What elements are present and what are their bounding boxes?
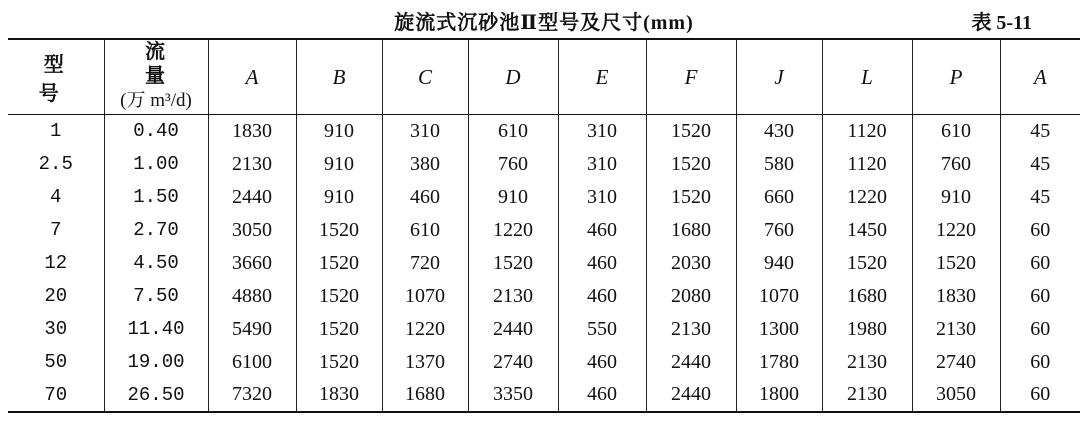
cell-model: 4 [50,186,62,208]
cell-D: 2740 [468,346,558,379]
cell-flow: 4.50 [104,247,208,280]
cell-P: 3050 [912,379,1000,412]
cell-A: 4880 [208,280,296,313]
cell-A-angle: 60 [1000,379,1080,412]
header-D: D [468,39,558,115]
cell-E: 310 [558,181,646,214]
cell-E: 460 [558,379,646,412]
table-caption [0,6,1088,32]
cell-B: 910 [296,115,382,148]
cell-model: 50 [44,351,68,373]
cell-D: 910 [468,181,558,214]
cell-E: 550 [558,313,646,346]
header-F: F [646,39,736,115]
cell-B: 1520 [296,346,382,379]
header-flow-unit: (万 m³/d) [120,90,192,111]
table-row [8,313,1080,346]
cell-model: 30 [44,318,68,340]
cell-B: 910 [296,181,382,214]
table-row [8,214,1080,247]
cell-D: 760 [468,148,558,181]
cell-J: 1800 [736,379,822,412]
cell-E: 460 [558,346,646,379]
cell-model: 70 [8,379,104,412]
cell-F: 2030 [646,247,736,280]
cell-C: 1370 [382,346,468,379]
cell-A-angle: 60 [1000,280,1080,313]
table-row [8,379,1080,412]
cell-A: 5490 [208,313,296,346]
header-E: E [558,39,646,115]
cell-L: 1220 [822,181,912,214]
cell-flow: 0.40 [104,115,208,148]
cell-A: 3050 [208,214,296,247]
cell-P: 910 [912,181,1000,214]
cell-L: 1980 [822,313,912,346]
cell-J: 760 [736,214,822,247]
table-row [8,247,1080,280]
header-L: L [822,39,912,115]
cell-flow: 11.40 [104,313,208,346]
cell-model: 20 [44,285,68,307]
cell-L: 1680 [822,280,912,313]
cell-D: 2440 [468,313,558,346]
cell-C: 380 [382,148,468,181]
cell-C: 1220 [382,313,468,346]
cell-A-angle: 60 [1000,346,1080,379]
header-row [8,39,1080,115]
cell-A: 1830 [208,115,296,148]
cell-B: 1830 [296,379,382,412]
header-A: A [208,39,296,115]
cell-A: 3660 [208,247,296,280]
dimension-table [8,38,1080,413]
cell-E: 460 [558,247,646,280]
cell-flow: 1.00 [104,148,208,181]
cell-D: 610 [468,115,558,148]
cell-B: 1520 [296,247,382,280]
cell-F: 2130 [646,313,736,346]
table-number: 表 5-11 [971,12,1032,34]
cell-P: 760 [912,148,1000,181]
table-row [8,148,1080,181]
cell-A: 2440 [208,181,296,214]
cell-F: 1520 [646,181,736,214]
cell-P: 1830 [912,280,1000,313]
cell-A-angle: 60 [1000,247,1080,280]
cell-model: 7 [50,219,62,241]
table-row [8,181,1080,214]
cell-A-angle: 45 [1000,181,1080,214]
cell-flow: 2.70 [104,214,208,247]
table-body [8,115,1080,412]
cell-E: 460 [558,214,646,247]
cell-C: 1680 [382,379,468,412]
cell-flow: 26.50 [104,379,208,412]
cell-F: 2440 [646,379,736,412]
cell-C: 1070 [382,280,468,313]
cell-C: 460 [382,181,468,214]
cell-flow: 7.50 [104,280,208,313]
cell-D: 1520 [468,247,558,280]
cell-L: 1520 [822,247,912,280]
table-row [8,346,1080,379]
cell-model: 2.5 [38,153,73,175]
cell-A-angle: 60 [1000,313,1080,346]
cell-E: 460 [558,280,646,313]
header-P: P [912,39,1000,115]
cell-F: 1520 [646,148,736,181]
cell-J: 1070 [736,280,822,313]
cell-C: 310 [382,115,468,148]
cell-F: 1520 [646,115,736,148]
cell-C: 720 [382,247,468,280]
cell-J: 580 [736,148,822,181]
header-C: C [382,39,468,115]
cell-F: 1680 [646,214,736,247]
cell-J: 430 [736,115,822,148]
header-B: B [296,39,382,115]
cell-A: 2130 [208,148,296,181]
cell-P: 1520 [912,247,1000,280]
cell-P: 2740 [912,346,1000,379]
cell-E: 310 [558,115,646,148]
header-flow [104,39,208,115]
cell-L: 1450 [822,214,912,247]
cell-A-angle: 45 [1000,148,1080,181]
cell-J: 940 [736,247,822,280]
cell-P: 2130 [912,313,1000,346]
cell-L: 1120 [822,148,912,181]
cell-J: 1780 [736,346,822,379]
cell-P: 610 [912,115,1000,148]
header-model: 型 号 [8,39,104,115]
cell-A: 7320 [208,379,296,412]
table-row [8,280,1080,313]
cell-D: 1220 [468,214,558,247]
cell-A-angle: 45 [1000,115,1080,148]
header-J: J [736,39,822,115]
cell-B: 1520 [296,280,382,313]
cell-L: 2130 [822,379,912,412]
cell-B: 910 [296,148,382,181]
cell-L: 2130 [822,346,912,379]
cell-A: 6100 [208,346,296,379]
header-flow-label: 流 量 [145,41,181,87]
cell-model: 12 [44,252,68,274]
table-title: 旋流式沉砂池Ⅱ型号及尺寸(mm) [394,12,694,34]
cell-L: 1120 [822,115,912,148]
header-A-angle: A [1000,39,1080,115]
table-row [8,115,1080,148]
cell-A-angle: 60 [1000,214,1080,247]
cell-D: 2130 [468,280,558,313]
cell-D: 3350 [468,379,558,412]
cell-model: 1 [50,120,62,143]
cell-P: 1220 [912,214,1000,247]
cell-B: 1520 [296,313,382,346]
cell-B: 1520 [296,214,382,247]
cell-F: 2440 [646,346,736,379]
cell-J: 1300 [736,313,822,346]
cell-F: 2080 [646,280,736,313]
cell-E: 310 [558,148,646,181]
cell-J: 660 [736,181,822,214]
cell-flow: 19.00 [104,346,208,379]
cell-C: 610 [382,214,468,247]
cell-flow: 1.50 [104,181,208,214]
